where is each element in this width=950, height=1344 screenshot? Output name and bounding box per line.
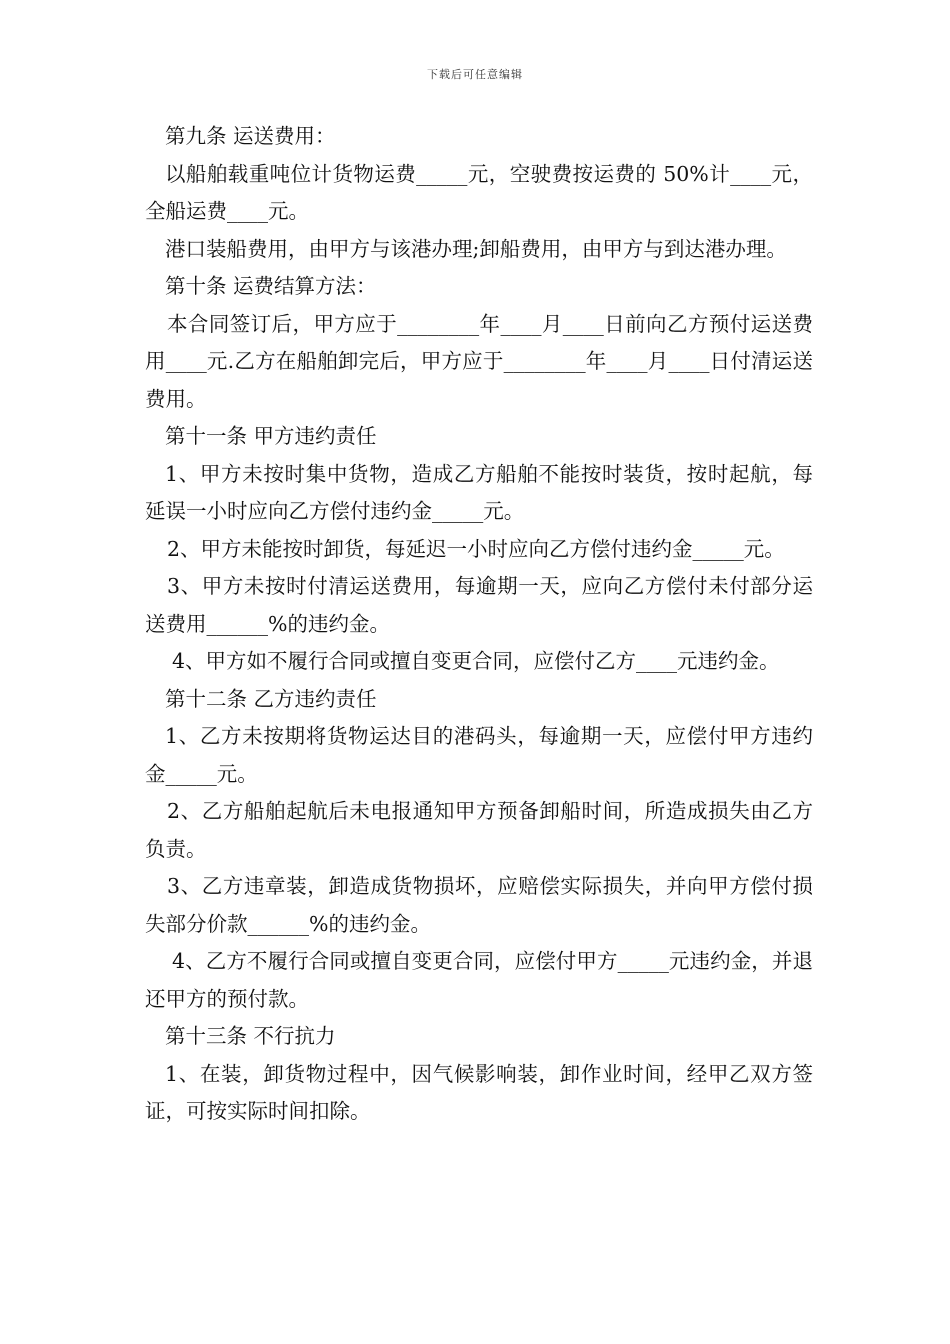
article-11-title: 第十一条 甲方违约责任 [165, 424, 377, 448]
document-body [145, 118, 813, 1131]
article-12-item-1: 1、乙方未按期将货物运达目的港码头，每逾期一天，应偿付甲方违约金_____元。 [145, 724, 813, 786]
article-13-item-1: 1、在装，卸货物过程中，因气候影响装，卸作业时间，经甲乙双方签证，可按实际时间扣除。 [145, 1061, 813, 1123]
article-11-item-1: 1、甲方未按时集中货物，造成乙方船舶不能按时装货，按时起航，每延误一小时应向乙方偿付违约金_____元。 [145, 461, 813, 523]
article-10-paragraph-1: 本合同签订后，甲方应于________年____月____日前向乙方预付运送费用____元.乙方在船舶卸完后，甲方应于________年____月____日付清运送费用。 [145, 311, 813, 411]
article-9-paragraph-1: 以船舶载重吨位计货物运费_____元，空驶费按运费的 50%计____元，全船运费____元。 [145, 161, 813, 223]
article-11-item-4: 4、甲方如不履行合同或擅自变更合同，应偿付乙方____元违约金。 [172, 649, 780, 673]
article-12-item-2: 2、乙方船舶起航后未电报通知甲方预备卸船时间，所造成损失由乙方负责。 [145, 799, 813, 861]
article-10-title: 第十条 运费结算方法： [165, 274, 377, 298]
article-12-item-3: 3、乙方违章装，卸造成货物损坏，应赔偿实际损失，并向甲方偿付损失部分价款______%的违约金。 [145, 874, 813, 936]
article-11-item-3: 3、甲方未按时付清运送费用，每逾期一天，应向乙方偿付未付部分运送费用______%的违约金。 [145, 574, 813, 636]
article-9-title: 第九条 运送费用： [165, 124, 336, 148]
article-12-item-4: 4、乙方不履行合同或擅自变更合同，应偿付甲方_____元违约金，并退还甲方的预付款。 [145, 949, 813, 1011]
page-header: 下载后可任意编辑 [427, 68, 523, 81]
article-13-title: 第十三条 不行抗力 [165, 1024, 336, 1048]
article-9-paragraph-2: 港口装船费用，由甲方与该港办理;卸船费用，由甲方与到达港办理。 [165, 236, 787, 261]
article-12-title: 第十二条 乙方违约责任 [165, 686, 377, 711]
article-11-item-2: 2、甲方未能按时卸货，每延迟一小时应向乙方偿付违约金_____元。 [167, 536, 785, 561]
